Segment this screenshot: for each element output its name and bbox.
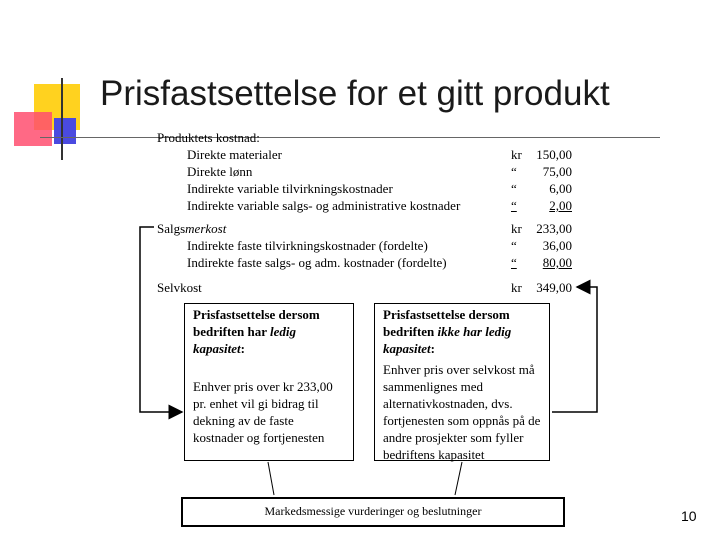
arrow-left (140, 227, 182, 412)
slide-title: Prisfastsettelse for et gitt produkt (100, 74, 610, 113)
cost-amount: 2,00 (549, 198, 572, 213)
cost-amount: 6,00 (549, 181, 572, 196)
cost-line-label: Indirekte variable tilvirkningskostnader (187, 181, 393, 196)
selvkost-amount: 349,00 (536, 280, 572, 295)
cost-prefix: kr (511, 221, 522, 236)
cost-line-label: Direkte materialer (187, 147, 282, 162)
salgsmerkost-amount: 233,00 (536, 221, 572, 236)
box-right-title: Prisfastsettelse dersom bedriften ikke har ledig kapasitet: (383, 307, 512, 356)
page-number: 10 (681, 508, 697, 524)
cost-prefix: kr (511, 280, 522, 295)
connector-left-bottom (268, 462, 274, 495)
cost-amount: 75,00 (542, 164, 572, 179)
cost-prefix-underlined: “ (511, 198, 517, 213)
cost-heading: Produktets kostnad: (157, 130, 260, 145)
fixed-amount: 36,00 (542, 238, 572, 253)
fixed-line-label: Indirekte faste tilvirkningskostnader (fordelte) (187, 238, 428, 253)
cost-prefix: “ (511, 181, 517, 196)
salgsmerkost-label: Salgsmerkost (157, 221, 227, 236)
cost-line-label: Indirekte variable salgs- og administrative kostnader (187, 198, 461, 213)
cost-line-label: Direkte lønn (187, 164, 253, 179)
cost-prefix: kr (511, 147, 522, 162)
box-right-body: Enhver pris over selvkost må sammenlignes med alternativkostnaden, dvs. fortjenesten som oppnås på de andre prosjekter som fyller bedriftens kapasitet (383, 362, 541, 462)
cost-amount: 150,00 (536, 147, 572, 162)
selvkost-label: Selvkost (157, 280, 202, 295)
cost-prefix-underlined: “ (511, 255, 517, 270)
cost-prefix: “ (511, 238, 517, 253)
box-left-body: Enhver pris over kr 233,00 pr. enhet vil gi bidrag til dekning av de faste kostnader og fortjenesten (193, 379, 333, 445)
fixed-amount: 80,00 (542, 255, 572, 270)
cost-prefix: “ (511, 164, 517, 179)
fixed-line-label: Indirekte faste salgs- og adm. kostnader (fordelte) (187, 255, 447, 270)
bottom-box-label: Markedsmessige vurderinger og beslutninger (264, 504, 482, 518)
arrow-right (552, 287, 597, 412)
box-left-title: Prisfastsettelse dersom bedriften har ledig kapasitet: (193, 307, 320, 356)
connector-right-bottom (455, 462, 462, 495)
